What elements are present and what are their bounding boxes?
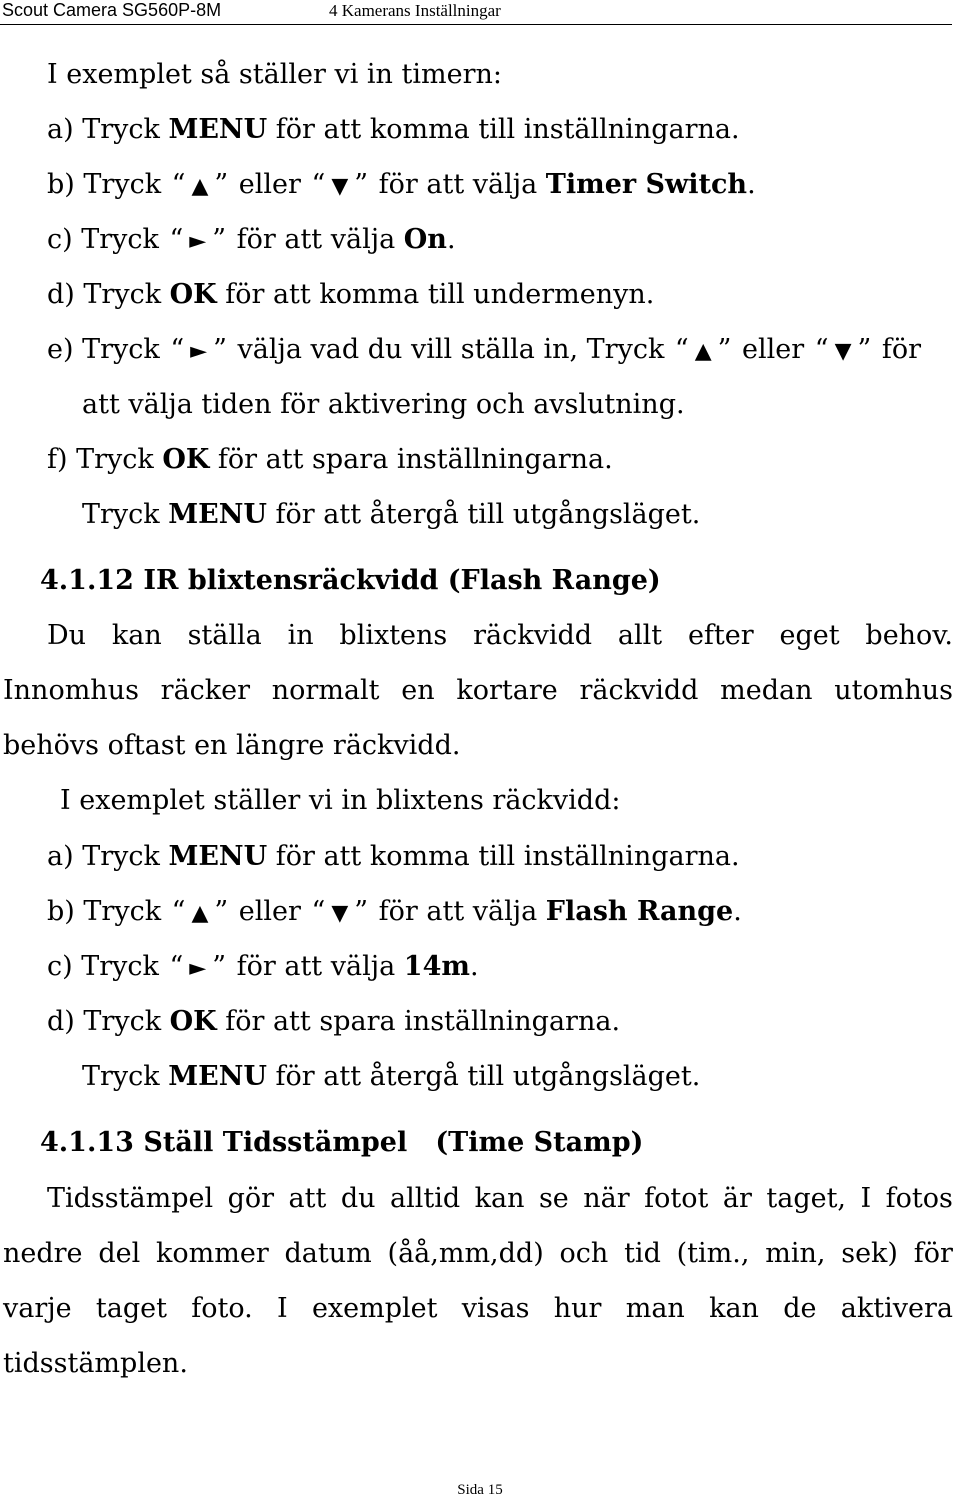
word: du [340, 1183, 376, 1214]
word: gör [227, 1183, 275, 1214]
word: kan [709, 1293, 759, 1324]
flash-step-a: a) Tryck MENU för att komma till inställningarna. [47, 841, 740, 872]
word: blixtens [339, 620, 448, 651]
word: exemplet [311, 1293, 438, 1324]
timestamp-paragraph-line-3 [3, 1292, 953, 1326]
flash-paragraph-line-1 [47, 619, 953, 653]
flash-paragraph-line-2 [3, 674, 953, 708]
word: och [559, 1238, 609, 1269]
right-arrow-icon: ► [190, 339, 208, 364]
timer-intro: I exemplet så ställer vi in timern: [47, 59, 502, 90]
word: Innomhus [3, 675, 139, 706]
flash-step-b: b) Tryck “ ▲ ” eller “ ▼ ” för att välja Flash Range. [47, 895, 742, 931]
timer-step-d: d) Tryck OK för att komma till undermenyn. [47, 279, 655, 310]
flash-paragraph-line-3: behövs oftast en längre räckvidd. [3, 730, 461, 761]
word: kommer [156, 1238, 269, 1269]
down-arrow-icon: ▼ [331, 174, 349, 199]
page-number: Sida 15 [457, 1482, 503, 1498]
timer-step-f: f) Tryck OK för att spara inställningarna. [47, 444, 613, 475]
word: fotos [885, 1183, 953, 1214]
word: allt [617, 620, 663, 651]
word: Tidsstämpel [47, 1183, 214, 1214]
down-arrow-icon: ▼ [331, 901, 349, 926]
word: (tim., [676, 1238, 750, 1269]
word: de [783, 1293, 817, 1324]
word: räckvidd [579, 675, 699, 706]
word: efter [687, 620, 754, 651]
word: kortare [456, 675, 558, 706]
word: eget [779, 620, 840, 651]
down-arrow-icon: ▼ [834, 339, 852, 364]
timestamp-paragraph-line-1 [47, 1182, 953, 1216]
timer-step-return: Tryck MENU för att återgå till utgångsläget. [82, 499, 701, 530]
word: tid [624, 1238, 661, 1269]
word: kan [111, 620, 162, 651]
page-header [0, 0, 952, 25]
word: att [288, 1183, 327, 1214]
timer-step-e: e) Tryck “ ► ” välja vad du vill ställa in, Tryck “ ▲ ” eller “ ▼ ” för [47, 333, 921, 369]
word: nedre [3, 1238, 83, 1269]
word: när [583, 1183, 630, 1214]
word: varje [3, 1293, 72, 1324]
word: räcker [160, 675, 251, 706]
word: medan [720, 675, 813, 706]
word: man [625, 1293, 685, 1324]
word: utomhus [834, 675, 953, 706]
timestamp-paragraph-line-2 [3, 1237, 953, 1271]
header-chapter-title: 4 Kamerans Inställningar [329, 1, 501, 20]
word: (åå,mm,dd) [387, 1238, 544, 1269]
word: visas [461, 1293, 530, 1324]
timer-step-b: b) Tryck “ ▲ ” eller “ ▼ ” för att välja Timer Switch. [47, 168, 756, 204]
word: se [538, 1183, 569, 1214]
word: in [287, 620, 314, 651]
word: alltid [389, 1183, 461, 1214]
section-heading-time-stamp: 4.1.13 Ställ Tidsstämpel (Time Stamp) [40, 1127, 644, 1158]
flash-step-c: c) Tryck “ ► ” för att välja 14m. [47, 950, 479, 986]
word: I [860, 1183, 872, 1214]
word: en [401, 675, 435, 706]
word: datum [284, 1238, 372, 1269]
word: kan [474, 1183, 525, 1214]
word: del [98, 1238, 141, 1269]
header-product-title: Scout Camera SG560P-8M [2, 0, 222, 20]
word: foto. [191, 1293, 253, 1324]
word: I [276, 1293, 288, 1324]
word: taget, [766, 1183, 847, 1214]
word: räckvidd [473, 620, 593, 651]
up-arrow-icon: ▲ [694, 339, 712, 364]
section-heading-flash-range: 4.1.12 IR blixtensräckvidd (Flash Range) [40, 565, 661, 596]
timer-step-c: c) Tryck “ ► ” för att välja On. [47, 223, 456, 259]
word: behov. [865, 620, 953, 651]
up-arrow-icon: ▲ [191, 901, 209, 926]
right-arrow-icon: ► [189, 229, 207, 254]
word: ställa [187, 620, 262, 651]
word: min, [765, 1238, 826, 1269]
word: taget [95, 1293, 167, 1324]
timer-step-a: a) Tryck MENU för att komma till inställningarna. [47, 114, 740, 145]
word: aktivera [840, 1293, 953, 1324]
flash-step-return: Tryck MENU för att återgå till utgångsläget. [82, 1061, 701, 1092]
word: Du [47, 620, 87, 651]
flash-step-d: d) Tryck OK för att spara inställningarna. [47, 1006, 621, 1037]
flash-intro: I exemplet ställer vi in blixtens räckvidd: [60, 785, 621, 816]
word: är [722, 1183, 752, 1214]
word: sek) [841, 1238, 898, 1269]
up-arrow-icon: ▲ [191, 174, 209, 199]
timer-step-e-continued: att välja tiden för aktivering och avslutning. [82, 389, 685, 420]
word: för [913, 1238, 953, 1269]
right-arrow-icon: ► [189, 956, 207, 981]
word: normalt [271, 675, 380, 706]
word: fotot [644, 1183, 709, 1214]
timestamp-paragraph-line-4: tidsstämplen. [3, 1348, 188, 1379]
word: hur [553, 1293, 602, 1324]
